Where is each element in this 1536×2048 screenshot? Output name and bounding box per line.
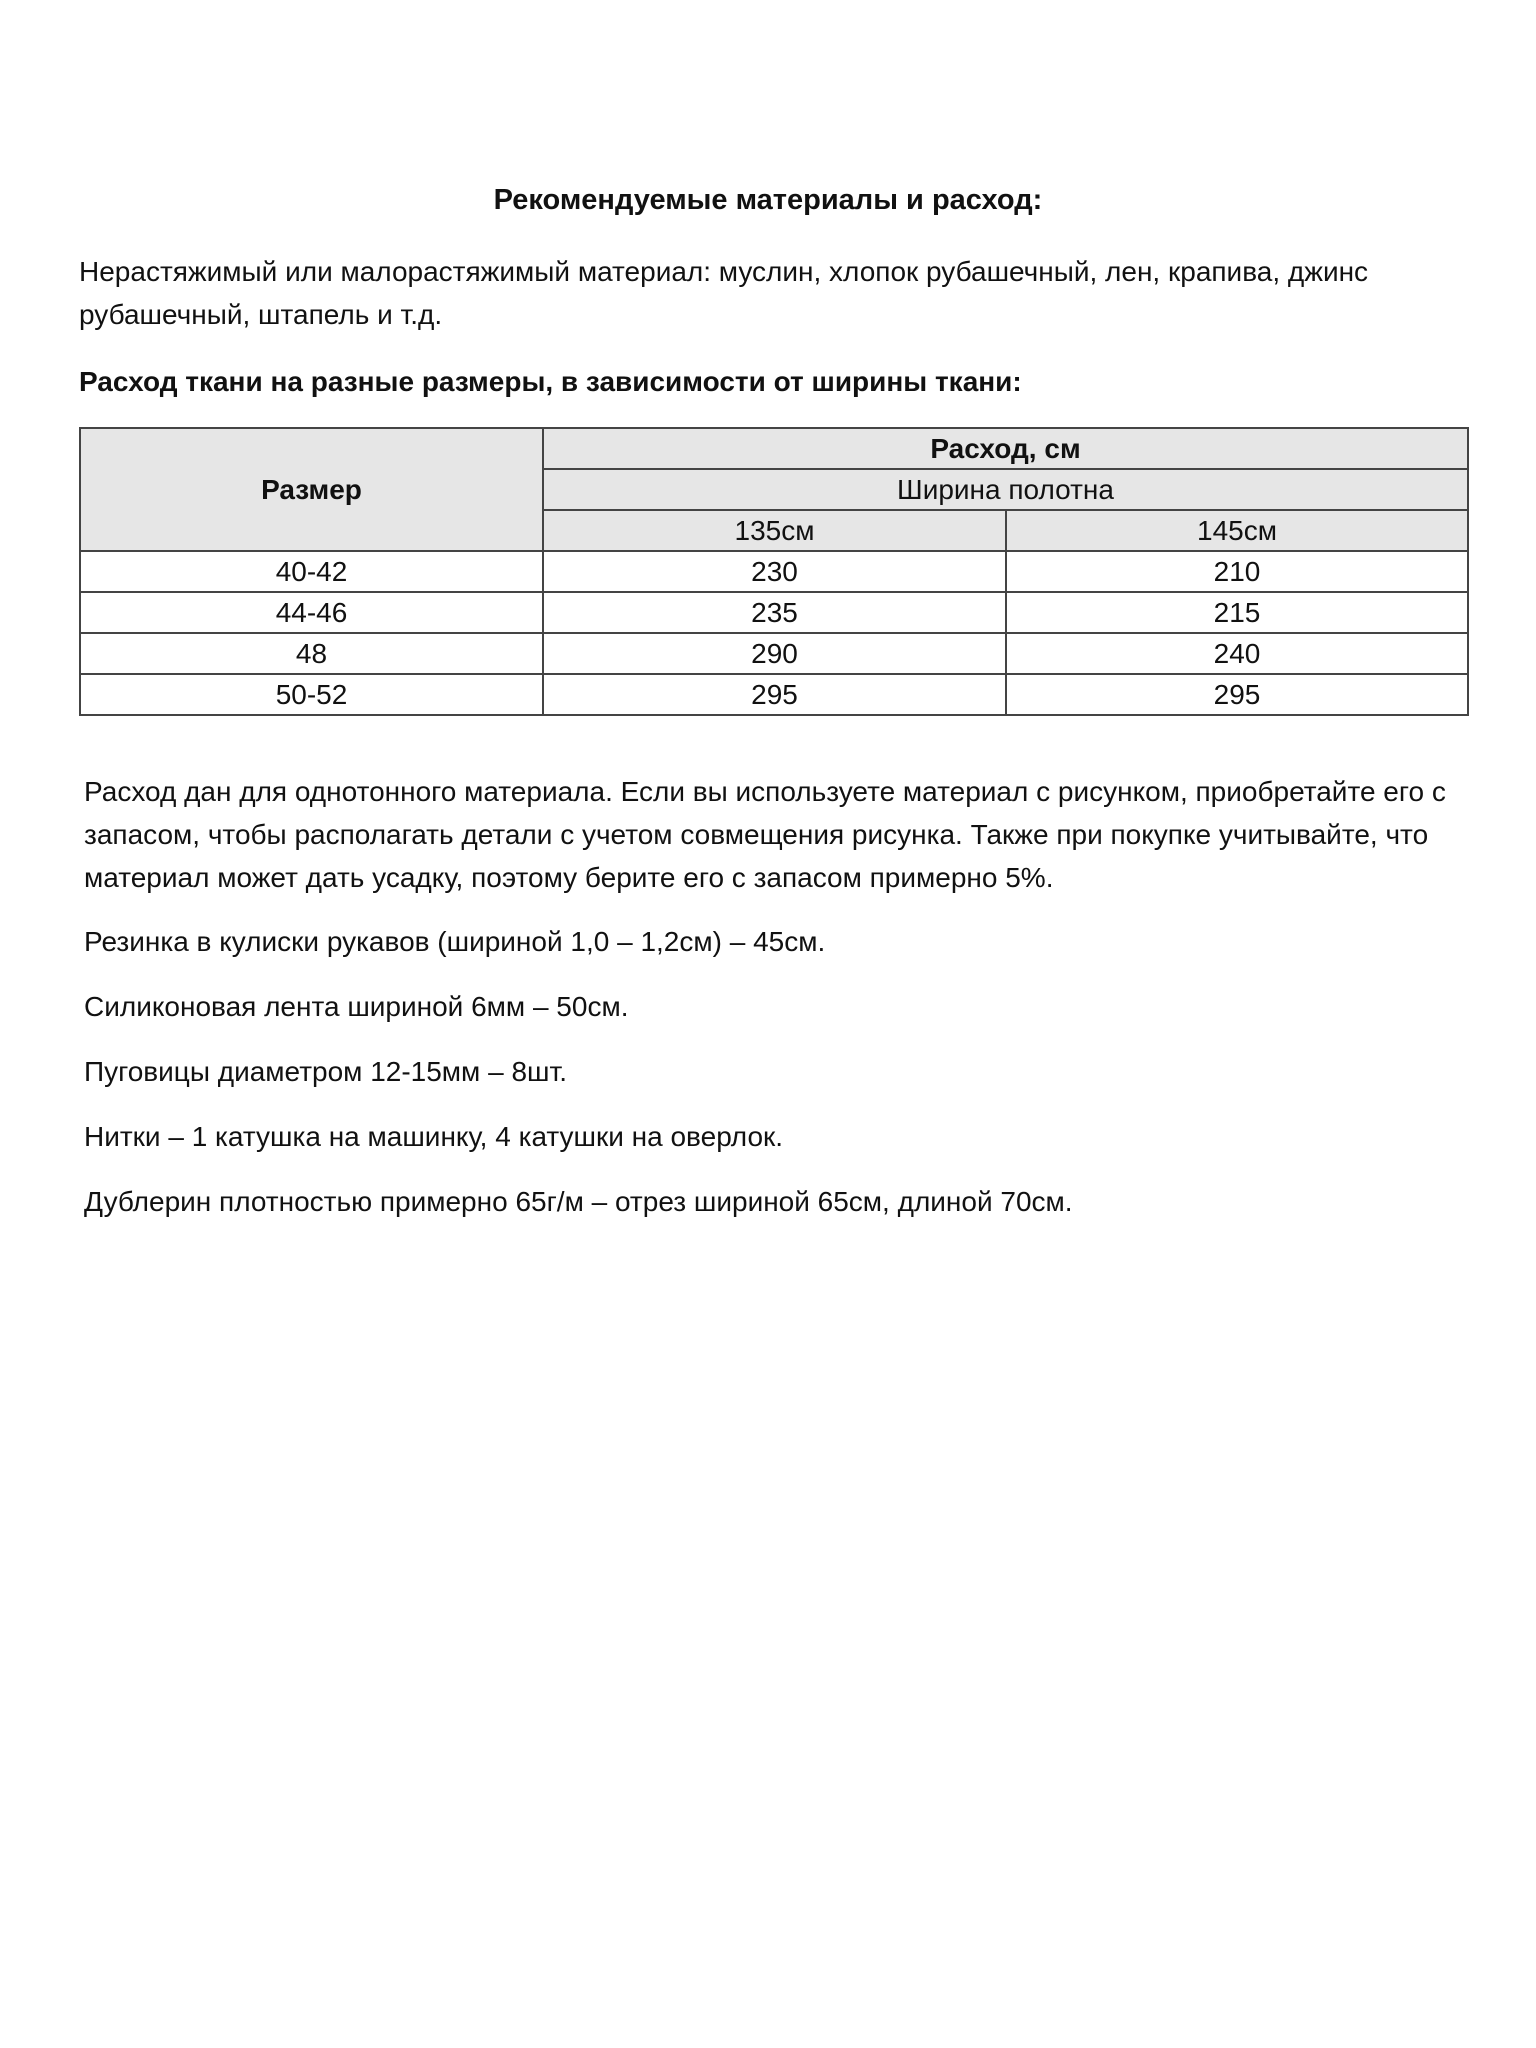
- width-header: Ширина полотна: [543, 469, 1468, 510]
- value-145-cell: 240: [1006, 633, 1468, 674]
- consumption-header: Расход, см: [543, 428, 1468, 469]
- size-cell: 48: [80, 633, 543, 674]
- size-header: Размер: [80, 428, 543, 551]
- width-145-header: 145см: [1006, 510, 1468, 551]
- value-135-cell: 235: [543, 592, 1006, 633]
- value-135-cell: 295: [543, 674, 1006, 715]
- width-135-header: 135см: [543, 510, 1006, 551]
- table-heading: Расход ткани на разные размеры, в зависимости от ширины ткани:: [79, 366, 1022, 397]
- buttons-note: Пуговицы диаметром 12-15мм – 8шт.: [84, 1056, 567, 1087]
- intro-paragraph: Нерастяжимый или малорастяжимый материал: муслин, хлопок рубашечный, лен, крапива, джинс рубашечный, штапель и т.д.: [79, 256, 1369, 330]
- table-row: [80, 551, 1468, 592]
- silicone-tape-note: Силиконовая лента шириной 6мм – 50см.: [84, 991, 629, 1022]
- value-145-cell: 295: [1006, 674, 1468, 715]
- fabric-consumption-table: [79, 427, 1469, 716]
- document-title: Рекомендуемые материалы и расход:: [493, 184, 1043, 216]
- value-135-cell: 290: [543, 633, 1006, 674]
- table-row: [80, 674, 1468, 715]
- value-145-cell: 210: [1006, 551, 1468, 592]
- notes-section: [84, 770, 1484, 1224]
- value-135-cell: 230: [543, 551, 1006, 592]
- size-cell: 50-52: [80, 674, 543, 715]
- threads-note: Нитки – 1 катушка на машинку, 4 катушки на оверлок.: [84, 1121, 784, 1152]
- table-row: [80, 592, 1468, 633]
- size-cell: 40-42: [80, 551, 543, 592]
- size-cell: 44-46: [80, 592, 543, 633]
- table-row: [80, 633, 1468, 674]
- table-header-row: [80, 428, 1468, 469]
- interfacing-note: Дублерин плотностью примерно 65г/м – отрез шириной 65см, длиной 70см.: [84, 1186, 1073, 1217]
- consumption-note: Расход дан для однотонного материала. Если вы используете материал с рисунком, приобретайте его с запасом, чтобы располагать детали с учетом совмещения рисунка. Также при покупке учитывайте, что материал может дать усадку, поэтому берите его с запасом примерно 5%.: [84, 776, 1446, 893]
- elastic-note: Резинка в кулиски рукавов (шириной 1,0 – 1,2см) – 45см.: [84, 926, 826, 957]
- value-145-cell: 215: [1006, 592, 1468, 633]
